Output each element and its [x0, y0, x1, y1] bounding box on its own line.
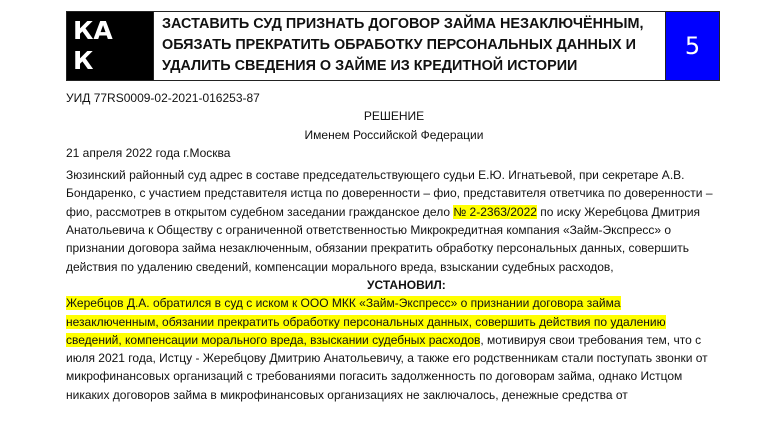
- para1-line5: признании договора займа незаключенным, обязании прекратить обработку персональных данных, совершить: [66, 241, 689, 256]
- para2-line3: [66, 331, 722, 349]
- para1-line4: Анатольевича к Обществу с ограниченной ответственностью Микрокредитная компания «Займ-Экспресс» о: [66, 223, 672, 238]
- logo-letter-ka: КА: [73, 16, 113, 45]
- para1-line3-pre: фио, рассмотрев в открытом судебном заседании гражданское дело: [66, 204, 454, 219]
- kak-logo: [67, 12, 154, 80]
- para2-line4: июля 2021 года, Истцу - Жеребцову Дмитрию Анатольевичу, а также его родственникам стали поступать звонки от: [66, 351, 708, 366]
- decision-city: г.Москва: [183, 145, 231, 160]
- decision-date: 21 апреля 2022 года: [66, 145, 180, 160]
- title-line-1: ЗАСТАВИТЬ СУД ПРИЗНАТЬ ДОГОВОР ЗАЙМА НЕЗАКЛЮЧЁННЫМ,: [162, 16, 644, 32]
- decision-heading: РЕШЕНИЕ: [363, 109, 425, 124]
- date-city-row: [66, 144, 722, 162]
- para1-line3: [66, 203, 722, 221]
- article-header: [66, 11, 720, 81]
- para2-line6: никаких договоров займа в микрофинансовых организациях не заключалось, денежные средства от: [66, 387, 628, 402]
- para2-line2: [66, 313, 722, 331]
- logo-letter-k: К: [73, 46, 94, 75]
- article-title: [154, 12, 666, 80]
- case-number-highlight: № 2-2363/2022: [453, 204, 537, 219]
- title-line-3: УДАЛИТЬ СВЕДЕНИЯ О ЗАЙМЕ ИЗ КРЕДИТНОЙ ИСТОРИИ: [162, 58, 578, 74]
- para1-line6: действия по удалению сведений, компенсации морального вреда, взыскании судебных расходов,: [66, 259, 614, 274]
- case-uid: УИД 77RS0009-02-2021-016253-87: [66, 91, 260, 105]
- claim-highlight-3: сведений, компенсации морального вреда, взыскании судебных расходов: [66, 332, 481, 347]
- para1-line2: Бондаренко, с участием представителя истца по доверенности – фио, представителя ответчика по доверенности –: [66, 186, 713, 201]
- court-decision-text: [66, 89, 722, 404]
- para1-line3-post: по иску Жеребцова Дмитрия: [536, 204, 701, 219]
- claim-highlight-2: незаключенным, обязании прекратить обработку персональных данных, совершить действия по удалению: [66, 314, 666, 329]
- claim-highlight-1: Жеребцов Д.А. обратился в суд с иском к ООО МКК «Займ-Экспресс» о признании договора займа: [66, 296, 621, 311]
- decision-subheading: Именем Российской Федерации: [304, 127, 484, 142]
- para1-line1: Зюзинский районный суд адрес в составе председательствующего судьи Е.Ю. Игнатьевой, при секретаре А.В.: [66, 168, 685, 183]
- para2-line3-post: , мотивируя свои требования тем, что с: [480, 332, 702, 347]
- para2-line5: микрофинансовых организаций с требованиями погасить задолженность по договорам займа, однако Истцом: [66, 369, 683, 384]
- para2-line1: [66, 294, 722, 312]
- title-line-2: ОБЯЗАТЬ ПРЕКРАТИТЬ ОБРАБОТКУ ПЕРСОНАЛЬНЫХ ДАННЫХ И: [162, 37, 636, 53]
- article-number: 5: [684, 32, 701, 60]
- established-heading: УСТАНОВИЛ:: [367, 277, 446, 292]
- article-number-badge: [666, 12, 719, 80]
